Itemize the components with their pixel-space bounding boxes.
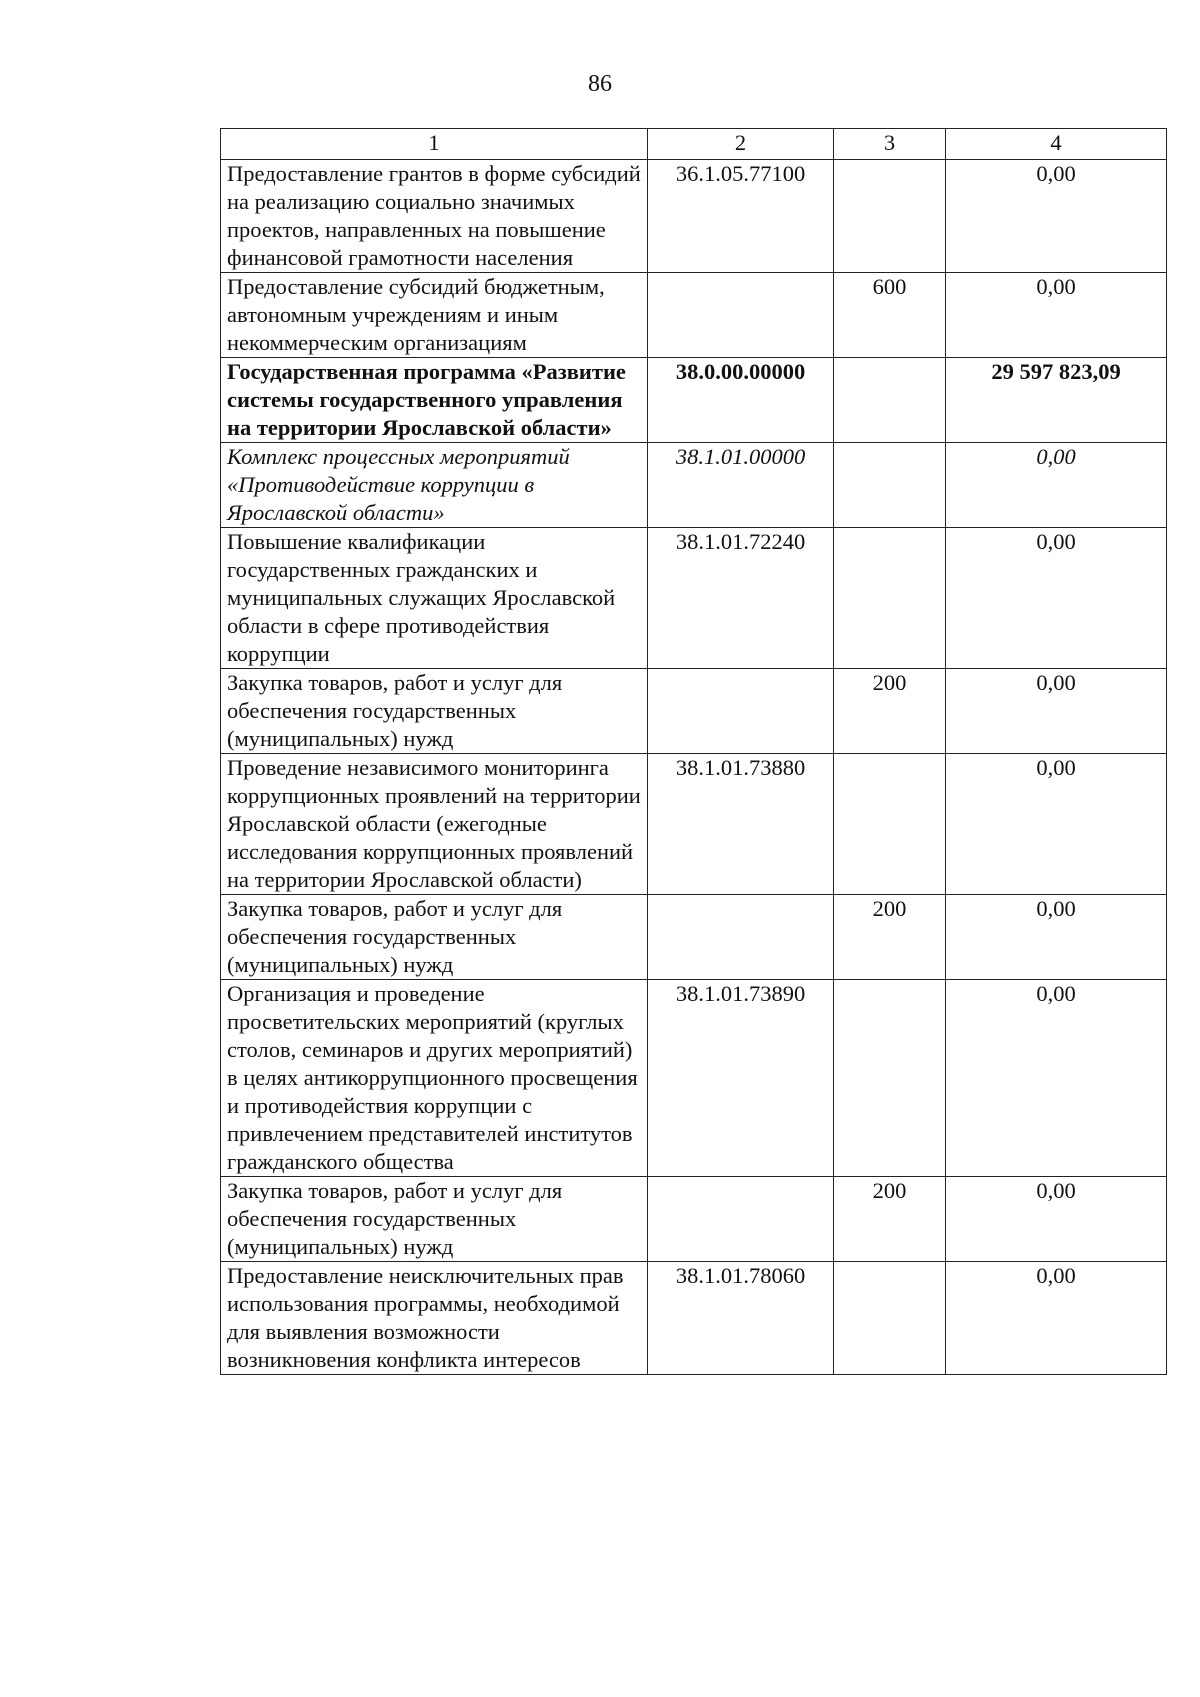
name-cell: Закупка товаров, работ и услуг для обеспечения государственных (муниципальных) нужд: [221, 895, 648, 980]
table-row: [221, 443, 1167, 528]
amount-cell: 0,00: [946, 895, 1167, 980]
type-cell: [834, 528, 946, 669]
name-cell: Предоставление неисключительных прав использования программы, необходимой для выявления возможности возникновения конфликта интересов: [221, 1262, 648, 1375]
name-cell: Проведение независимого мониторинга коррупционных проявлений на территории Ярославской области (ежегодные исследования коррупционных проявлений на территории Ярославской области): [221, 754, 648, 895]
code-cell: [648, 1177, 834, 1262]
column-header-2: 2: [648, 129, 834, 160]
table-row: [221, 669, 1167, 754]
code-cell: [648, 669, 834, 754]
type-cell: 600: [834, 273, 946, 358]
amount-cell: 0,00: [946, 160, 1167, 273]
type-cell: [834, 980, 946, 1177]
table-row: [221, 1262, 1167, 1375]
name-cell: Комплекс процессных мероприятий «Противодействие коррупции в Ярославской области»: [221, 443, 648, 528]
code-cell: 38.1.01.00000: [648, 443, 834, 528]
name-cell: Повышение квалификации государственных гражданских и муниципальных служащих Ярославской области в сфере противодействия коррупции: [221, 528, 648, 669]
table-row: [221, 528, 1167, 669]
amount-cell: 0,00: [946, 1262, 1167, 1375]
code-cell: 36.1.05.77100: [648, 160, 834, 273]
name-cell: Предоставление субсидий бюджетным, автономным учреждениям и иным некоммерческим организациям: [221, 273, 648, 358]
table-row: [221, 754, 1167, 895]
table-body: [221, 160, 1167, 1375]
amount-cell: 0,00: [946, 443, 1167, 528]
table-row: [221, 358, 1167, 443]
code-cell: [648, 273, 834, 358]
type-cell: 200: [834, 895, 946, 980]
code-cell: 38.1.01.73880: [648, 754, 834, 895]
name-cell: Закупка товаров, работ и услуг для обеспечения государственных (муниципальных) нужд: [221, 669, 648, 754]
type-cell: [834, 443, 946, 528]
amount-cell: 0,00: [946, 980, 1167, 1177]
type-cell: [834, 1262, 946, 1375]
table-row: [221, 160, 1167, 273]
table-row: [221, 273, 1167, 358]
amount-cell: 0,00: [946, 754, 1167, 895]
code-cell: 38.1.01.72240: [648, 528, 834, 669]
type-cell: 200: [834, 669, 946, 754]
table-row: [221, 980, 1167, 1177]
code-cell: 38.0.00.00000: [648, 358, 834, 443]
amount-cell: 0,00: [946, 669, 1167, 754]
column-header-1: 1: [221, 129, 648, 160]
code-cell: 38.1.01.78060: [648, 1262, 834, 1375]
column-header-3: 3: [834, 129, 946, 160]
amount-cell: 0,00: [946, 528, 1167, 669]
column-header-4: 4: [946, 129, 1167, 160]
table-header-row: [221, 129, 1167, 160]
name-cell: Государственная программа «Развитие системы государственного управления на территории Ярославской области»: [221, 358, 648, 443]
type-cell: [834, 160, 946, 273]
code-cell: 38.1.01.73890: [648, 980, 834, 1177]
budget-table: [220, 128, 1167, 1375]
amount-cell: 0,00: [946, 1177, 1167, 1262]
type-cell: [834, 754, 946, 895]
type-cell: [834, 358, 946, 443]
page-number: 86: [588, 71, 612, 97]
code-cell: [648, 895, 834, 980]
type-cell: 200: [834, 1177, 946, 1262]
table-row: [221, 895, 1167, 980]
amount-cell: 29 597 823,09: [946, 358, 1167, 443]
name-cell: Закупка товаров, работ и услуг для обеспечения государственных (муниципальных) нужд: [221, 1177, 648, 1262]
amount-cell: 0,00: [946, 273, 1167, 358]
name-cell: Предоставление грантов в форме субсидий на реализацию социально значимых проектов, направленных на повышение финансовой грамотности населения: [221, 160, 648, 273]
table-row: [221, 1177, 1167, 1262]
name-cell: Организация и проведение просветительских мероприятий (круглых столов, семинаров и других мероприятий) в целях антикоррупционного просвещения и противодействия коррупции с привлечением представителей институтов гражданского общества: [221, 980, 648, 1177]
